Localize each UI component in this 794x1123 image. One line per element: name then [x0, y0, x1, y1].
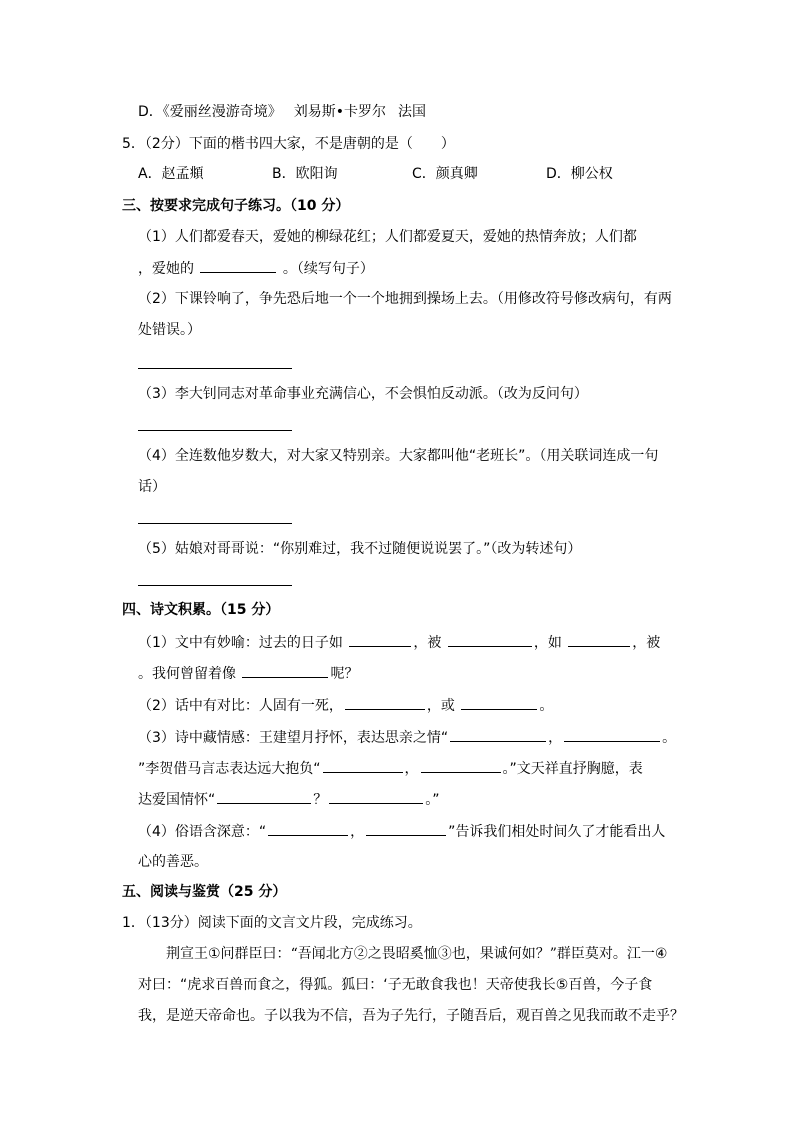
s4-item3-blank-4[interactable]	[421, 758, 501, 773]
s4-item1-blank-4[interactable]	[242, 663, 328, 678]
s4-item3-text-h: ？	[313, 792, 328, 808]
s4-item3-text-i: 。”	[425, 792, 440, 808]
s4-item3-text-d: ”李贺借马言志表达远大抱负“	[138, 761, 321, 777]
s4-item2-text-b: ，或	[426, 698, 455, 714]
s4-item4-blank-1[interactable]	[268, 821, 348, 836]
s4-item3-line2	[138, 758, 643, 779]
s4-item3-line1	[138, 727, 676, 748]
s3-item4-line1: （4）全连数他岁数大，对大家又特别亲。大家都叫他“老班长”。（用关联词连成一句	[138, 448, 659, 464]
s3-item3-answer-line[interactable]	[138, 430, 292, 431]
passage-line-3: 我，是逆天帝命也。子以我为不信，吾为子先行，子随吾后，观百兽之见我而敢不走乎？	[138, 1008, 684, 1024]
book-country: 法国	[398, 104, 427, 120]
s3-item1-line2	[138, 258, 374, 279]
q5-stem	[122, 134, 455, 154]
s4-item1-text-e: 。我何曾留着像	[138, 666, 236, 682]
s4-item3-text-a: （3）诗中藏情感：王建望月抒怀，表达思亲之情“	[138, 730, 449, 746]
s4-item2-blank-2[interactable]	[461, 695, 537, 710]
s3-item5: （5）姑娘对哥哥说：“你别难过，我不过随便说说罢了。”（改为转述句）	[138, 541, 582, 557]
s4-item1-blank-1[interactable]	[349, 632, 411, 647]
section4-heading: 四、诗文积累。（15 分）	[122, 602, 280, 618]
s5-q1-stem: 1．（13分）阅读下面的文言文片段，完成练习。	[122, 915, 422, 931]
s4-item4-text-a: （4）俗语含深意：“	[138, 824, 267, 840]
q5-stem-text: 5．（2分）下面的楷书四大家，不是唐朝的是（	[122, 136, 413, 152]
s4-item4-blank-2[interactable]	[366, 821, 446, 836]
s4-item1-line1	[138, 632, 660, 653]
q5-stem-close: ）	[440, 136, 455, 152]
s4-item3-line3	[138, 789, 440, 810]
s3-item2-line2: 处错误。）	[138, 322, 201, 338]
s4-item3-blank-1[interactable]	[450, 727, 546, 742]
s4-item1-line2	[138, 663, 358, 684]
s4-item1-text-f: 呢？	[330, 666, 359, 682]
q5-option-a[interactable]: A．赵孟頫	[138, 166, 204, 182]
s4-item3-blank-3[interactable]	[323, 758, 403, 773]
s4-item4-text-c: ”告诉我们相处时间久了才能看出人	[448, 824, 666, 840]
s4-item1-text-b: ，被	[413, 635, 442, 651]
s3-item2-answer-line[interactable]	[138, 368, 292, 369]
s4-item3-text-c: 。	[662, 730, 677, 746]
passage-line-1	[166, 944, 667, 964]
passage-line-1-a: 荆宣王①问群臣曰：	[166, 946, 291, 962]
s4-item3-text-b: ，	[548, 730, 563, 746]
passage-line-1-c: 群臣莫对。江一④	[556, 946, 668, 962]
passage-line-2: 对曰：“虎求百兽而食之，得狐。狐曰：‘子无敢食我也！天帝使我长⑤百兽，今子食	[138, 977, 653, 993]
s4-item4-line2: 心的善恶。	[138, 854, 208, 870]
s4-item1-text-d: ，被	[632, 635, 661, 651]
s3-item1-line1: （1）人们都爱春天，爱她的柳绿花红；人们都爱夏天，爱她的热情奔放；人们都	[138, 229, 637, 245]
s4-item1-blank-3[interactable]	[568, 632, 630, 647]
s4-item2-text-c: 。	[539, 698, 554, 714]
s4-item3-blank-6[interactable]	[329, 789, 423, 804]
section3-heading: 三、按要求完成句子练习。（10 分）	[122, 198, 350, 214]
book-title: 《爱丽丝漫游奇境》	[162, 104, 282, 120]
s3-item1-prefix: ，爱她的	[138, 261, 194, 277]
q5-option-c[interactable]: C．颜真卿	[412, 166, 478, 182]
s4-item2-blank-1[interactable]	[345, 695, 425, 710]
s3-item1-blank[interactable]	[200, 258, 276, 273]
s4-item2	[138, 695, 553, 716]
s3-item1-suffix: 。（续写句子）	[282, 261, 374, 277]
s4-item1-text-a: （1）文中有妙喻：过去的日子如	[138, 635, 343, 651]
s4-item3-text-g: 达爱国情怀“	[138, 792, 216, 808]
s3-item3: （3）李大钊同志对革命事业充满信心，不会惧怕反动派。（改为反问句）	[138, 386, 588, 402]
s4-item4-text-b: ，	[350, 824, 365, 840]
q5-option-b[interactable]: B．欧阳询	[272, 166, 338, 182]
s4-item1-text-c: ，如	[533, 635, 562, 651]
s4-item3-blank-5[interactable]	[217, 789, 311, 804]
q4-option-d	[138, 102, 426, 122]
passage-line-1-quote: “吾闻北方②之畏昭奚恤③也，果诚何如？”	[290, 946, 557, 962]
q5-option-d[interactable]: D．柳公权	[546, 166, 613, 182]
s4-item3-text-f: 。”文天祥直抒胸臆，表	[502, 761, 643, 777]
s4-item3-text-e: ，	[404, 761, 419, 777]
book-author: 刘易斯•卡罗尔	[293, 104, 387, 120]
s4-item4-line1	[138, 821, 665, 842]
s4-item1-blank-2[interactable]	[448, 632, 532, 647]
option-letter: D．	[138, 104, 163, 120]
s3-item4-line2: 话）	[138, 479, 166, 495]
s3-item2-line1: （2）下课铃响了，争先恐后地一个一个地拥到操场上去。（用修改符号修改病句，有两	[138, 291, 672, 307]
s4-item3-blank-2[interactable]	[564, 727, 660, 742]
s3-item5-answer-line[interactable]	[138, 585, 292, 586]
section5-heading: 五、阅读与鉴赏（25 分）	[122, 884, 287, 900]
s3-item4-answer-line[interactable]	[138, 523, 292, 524]
s4-item2-text-a: （2）话中有对比：人固有一死，	[138, 698, 343, 714]
